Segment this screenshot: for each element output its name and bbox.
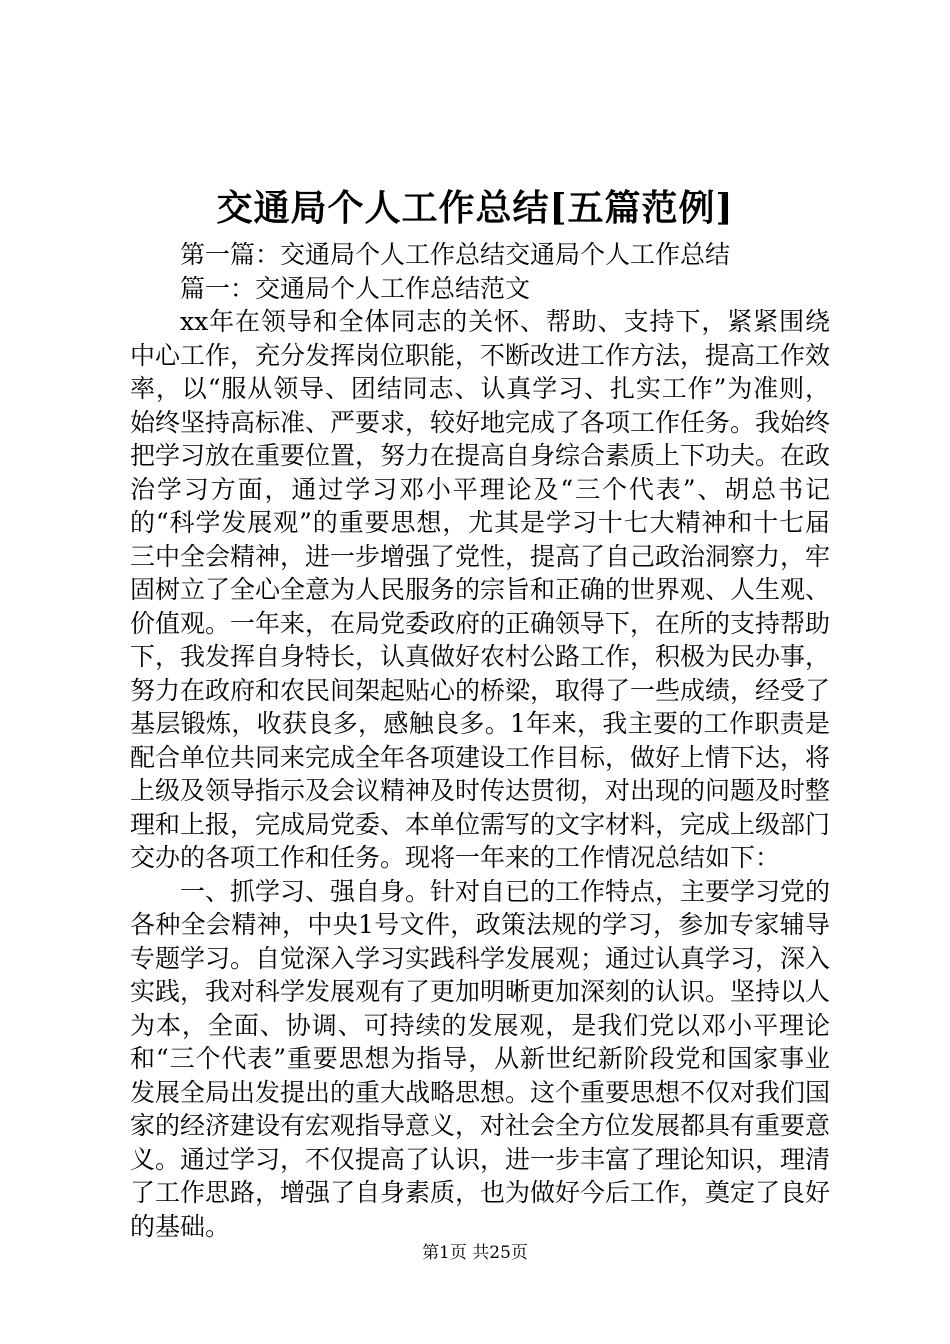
- section-heading-1: 第一篇：交通局个人工作总结交通局个人工作总结: [180, 240, 731, 269]
- document-title: 交通局个人工作总结[五篇范例]: [216, 187, 734, 229]
- page-number-footer: 第1页 共25页: [422, 1243, 528, 1263]
- document-body: [130, 238, 830, 1243]
- body-paragraph-1: xx年在领导和全体同志的关怀、帮助、支持下，紧紧围绕中心工作，充分发挥岗位职能，不断改进工作方法，提高工作效率，以“服从领导、团结同志、认真学习、扎实工作”为准则，始终坚持高标准、严要求，较好地完成了各项工作任务。我始终把学习放在重要位置，努力在提高自身综合素质上下功夫。在政治学习方面，通过学习邓小平理论及“三个代表”、胡总书记的“科学发展观”的重要思想，尤其是学习十七大精神和十七届三中全会精神，进一步增强了党性，提高了自己政治洞察力，牢固树立了全心全意为人民服务的宗旨和正确的世界观、人生观、价值观。一年来，在局党委政府的正确领导下，在所的支持帮助下，我发挥自身特长，认真做好农村公路工作，积极为民办事，努力在政府和农民间架起贴心的桥梁，取得了一些成绩，经受了基层锻炼，收获良多，感触良多。1年来，我主要的工作职责是配合单位共同来完成全年各项建设工作目标，做好上情下达，将上级及领导指示及会议精神及时传达贯彻，对出现的问题及时整理和上报，完成局党委、本单位需写的文字材料，完成上级部门交办的各项工作和任务。现将一年来的工作情况总结如下：: [130, 307, 831, 872]
- section-heading-2: 篇一：交通局个人工作总结范文: [180, 273, 531, 303]
- body-paragraph-2: 一、抓学习、强自身。针对自已的工作特点，主要学习党的各种全会精神，中央1号文件，政策法规的学习，参加专家辅导专题学习。自觉深入学习实践科学发展观；通过认真学习，深入实践，我对科学发展观有了更加明晰更加深刻的认识。坚持以人为本，全面、协调、可持续的发展观，是我们党以邓小平理论和“三个代表”重要思想为指导，从新世纪新阶段党和国家事业发展全局出发提出的重大战略思想。这个重要思想不仅对我们国家的经济建设有宏观指导意义，对社会全方位发展都具有重要意义。通过学习，不仅提高了认识，进一步丰富了理论知识，理清了工作思路，增强了自身素质，也为做好今后工作，奠定了良好的基础。: [130, 876, 831, 1241]
